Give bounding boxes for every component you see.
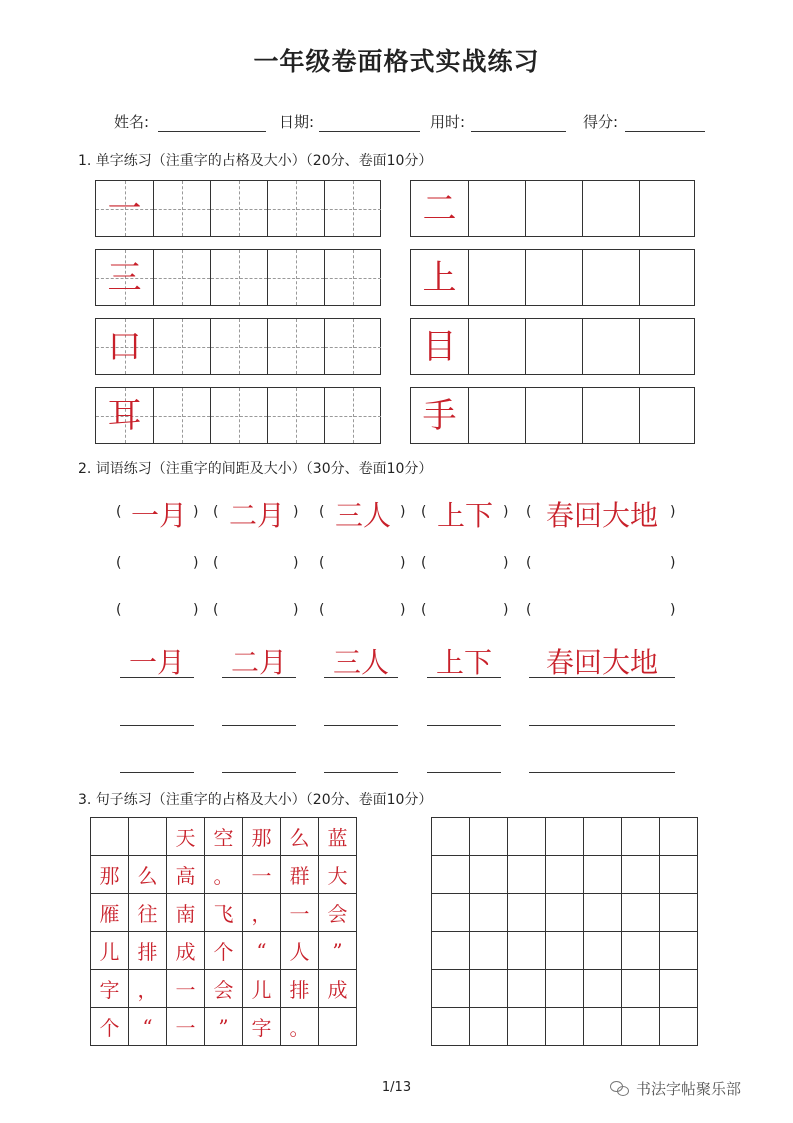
paren-open: ( bbox=[526, 602, 532, 618]
paren-close: ) bbox=[670, 504, 676, 520]
name-label: 姓名: bbox=[114, 113, 150, 131]
model-char: 上 bbox=[422, 257, 457, 298]
grid-cell bbox=[129, 818, 167, 856]
practice-row-7[interactable] bbox=[95, 387, 381, 444]
paren-close: ) bbox=[400, 602, 406, 618]
sentence-model-grid bbox=[90, 817, 357, 1046]
grid-cell[interactable] bbox=[546, 932, 584, 970]
grid-cell: 雁 bbox=[91, 894, 129, 932]
model-char: 二 bbox=[422, 188, 457, 229]
paren-open: ( bbox=[213, 555, 219, 571]
score-field[interactable] bbox=[625, 131, 705, 132]
word-model: 上下 bbox=[436, 499, 493, 532]
write-line[interactable] bbox=[427, 772, 501, 773]
paren-open: ( bbox=[421, 602, 427, 618]
grid-cell: 那 bbox=[243, 818, 281, 856]
grid-cell: 飞 bbox=[205, 894, 243, 932]
write-line[interactable] bbox=[120, 677, 194, 678]
grid-cell: 儿 bbox=[243, 970, 281, 1008]
grid-cell: 字 bbox=[91, 970, 129, 1008]
grid-cell: 一 bbox=[167, 1008, 205, 1046]
date-field[interactable] bbox=[319, 131, 420, 132]
grid-cell: 排 bbox=[129, 932, 167, 970]
wechat-icon bbox=[610, 1081, 630, 1097]
grid-cell: 。 bbox=[205, 856, 243, 894]
grid-cell: 成 bbox=[167, 932, 205, 970]
grid-cell: 儿 bbox=[91, 932, 129, 970]
paren-close: ) bbox=[670, 602, 676, 618]
grid-cell: 会 bbox=[205, 970, 243, 1008]
model-char: 一 bbox=[107, 188, 142, 229]
grid-cell: 字 bbox=[243, 1008, 281, 1046]
grid-cell[interactable] bbox=[660, 932, 698, 970]
paren-close: ) bbox=[670, 555, 676, 571]
paren-close: ) bbox=[293, 602, 299, 618]
paren-open: ( bbox=[319, 602, 325, 618]
grid-cell: “ bbox=[243, 932, 281, 970]
grid-cell: 会 bbox=[319, 894, 357, 932]
paren-close: ) bbox=[193, 602, 199, 618]
word-model: 二月 bbox=[228, 499, 285, 532]
model-char: 耳 bbox=[107, 395, 142, 436]
paren-open: ( bbox=[213, 504, 219, 520]
practice-row-8[interactable] bbox=[410, 387, 695, 444]
grid-cell[interactable] bbox=[470, 894, 508, 932]
grid-cell: 大 bbox=[319, 856, 357, 894]
grid-cell[interactable] bbox=[432, 818, 470, 856]
word-model: 春回大地 bbox=[545, 499, 658, 532]
grid-cell[interactable] bbox=[660, 818, 698, 856]
paren-open: ( bbox=[116, 602, 122, 618]
grid-cell: 高 bbox=[167, 856, 205, 894]
grid-cell[interactable] bbox=[584, 1008, 622, 1046]
paren-close: ) bbox=[193, 504, 199, 520]
grid-cell: 天 bbox=[167, 818, 205, 856]
grid-cell[interactable] bbox=[660, 1008, 698, 1046]
date-label: 日期: bbox=[279, 113, 315, 131]
watermark-text: 书法字帖聚乐部 bbox=[636, 1080, 742, 1098]
word-model: 二月 bbox=[230, 646, 287, 679]
paren-open: ( bbox=[526, 504, 532, 520]
write-line[interactable] bbox=[222, 677, 296, 678]
grid-cell[interactable] bbox=[584, 894, 622, 932]
grid-cell[interactable] bbox=[432, 932, 470, 970]
paren-open: ( bbox=[421, 555, 427, 571]
paren-close: ) bbox=[193, 555, 199, 571]
write-line[interactable] bbox=[222, 725, 296, 726]
name-field[interactable] bbox=[158, 131, 266, 132]
practice-row-2[interactable] bbox=[410, 180, 695, 237]
paren-open: ( bbox=[526, 555, 532, 571]
grid-cell[interactable] bbox=[660, 894, 698, 932]
section-3-title: 3. 句子练习（注重字的占格及大小）（20分、卷面10分） bbox=[78, 792, 433, 808]
grid-cell: 蓝 bbox=[319, 818, 357, 856]
grid-cell[interactable] bbox=[508, 818, 546, 856]
sentence-practice-grid[interactable] bbox=[431, 817, 698, 1046]
grid-cell[interactable] bbox=[622, 894, 660, 932]
grid-cell bbox=[91, 818, 129, 856]
grid-cell[interactable] bbox=[622, 970, 660, 1008]
time-field[interactable] bbox=[471, 131, 566, 132]
grid-cell: 群 bbox=[281, 856, 319, 894]
paren-open: ( bbox=[421, 504, 427, 520]
paren-close: ) bbox=[400, 504, 406, 520]
model-char: 口 bbox=[107, 326, 142, 367]
grid-cell[interactable] bbox=[546, 818, 584, 856]
word-model: 上下 bbox=[435, 646, 492, 679]
paren-close: ) bbox=[503, 555, 509, 571]
watermark bbox=[610, 1078, 741, 1099]
practice-row-6[interactable] bbox=[410, 318, 695, 375]
grid-cell[interactable] bbox=[584, 932, 622, 970]
grid-cell[interactable] bbox=[546, 894, 584, 932]
grid-cell[interactable] bbox=[660, 856, 698, 894]
paren-close: ) bbox=[400, 555, 406, 571]
grid-cell: ， bbox=[129, 970, 167, 1008]
grid-cell: 么 bbox=[129, 856, 167, 894]
paren-open: ( bbox=[319, 555, 325, 571]
grid-cell: 成 bbox=[319, 970, 357, 1008]
grid-cell: “ bbox=[129, 1008, 167, 1046]
grid-cell[interactable] bbox=[584, 856, 622, 894]
word-model: 三人 bbox=[334, 499, 391, 532]
practice-row-1[interactable] bbox=[95, 180, 381, 237]
paren-close: ) bbox=[293, 555, 299, 571]
grid-cell: 个 bbox=[91, 1008, 129, 1046]
grid-cell: 个 bbox=[205, 932, 243, 970]
grid-cell[interactable] bbox=[584, 970, 622, 1008]
paren-open: ( bbox=[116, 555, 122, 571]
write-line[interactable] bbox=[529, 725, 675, 726]
word-model: 春回大地 bbox=[545, 646, 658, 679]
grid-cell bbox=[319, 1008, 357, 1046]
write-line[interactable] bbox=[324, 725, 398, 726]
paren-close: ) bbox=[503, 504, 509, 520]
write-line[interactable] bbox=[324, 772, 398, 773]
grid-cell: 人 bbox=[281, 932, 319, 970]
grid-cell[interactable] bbox=[622, 932, 660, 970]
grid-cell: ” bbox=[205, 1008, 243, 1046]
paren-close: ) bbox=[503, 602, 509, 618]
grid-cell[interactable] bbox=[508, 932, 546, 970]
grid-cell[interactable] bbox=[470, 970, 508, 1008]
paren-open: ( bbox=[116, 504, 122, 520]
grid-cell[interactable] bbox=[432, 894, 470, 932]
model-char: 三 bbox=[107, 257, 142, 298]
grid-cell[interactable] bbox=[622, 856, 660, 894]
grid-cell: 。 bbox=[281, 1008, 319, 1046]
grid-cell: 南 bbox=[167, 894, 205, 932]
grid-cell: ” bbox=[319, 932, 357, 970]
section-1-title: 1. 单字练习（注重字的占格及大小）（20分、卷面10分） bbox=[78, 153, 433, 169]
write-line[interactable] bbox=[427, 677, 501, 678]
grid-cell[interactable] bbox=[432, 1008, 470, 1046]
grid-cell: 空 bbox=[205, 818, 243, 856]
grid-cell: 往 bbox=[129, 894, 167, 932]
write-line[interactable] bbox=[529, 677, 675, 678]
score-label: 得分: bbox=[583, 113, 619, 131]
grid-cell[interactable] bbox=[470, 932, 508, 970]
grid-cell[interactable] bbox=[470, 856, 508, 894]
word-model: 一月 bbox=[128, 646, 185, 679]
grid-cell[interactable] bbox=[432, 970, 470, 1008]
write-line[interactable] bbox=[324, 677, 398, 678]
grid-cell[interactable] bbox=[622, 818, 660, 856]
practice-row-5[interactable] bbox=[95, 318, 381, 375]
grid-cell: 一 bbox=[243, 856, 281, 894]
practice-row-3[interactable] bbox=[95, 249, 381, 306]
grid-cell[interactable] bbox=[470, 1008, 508, 1046]
grid-cell: 么 bbox=[281, 818, 319, 856]
grid-cell[interactable] bbox=[660, 970, 698, 1008]
paren-open: ( bbox=[213, 602, 219, 618]
grid-cell[interactable] bbox=[508, 1008, 546, 1046]
grid-cell[interactable] bbox=[546, 856, 584, 894]
paren-open: ( bbox=[319, 504, 325, 520]
grid-cell: 一 bbox=[281, 894, 319, 932]
grid-cell[interactable] bbox=[622, 1008, 660, 1046]
grid-cell[interactable] bbox=[470, 818, 508, 856]
model-char: 手 bbox=[422, 395, 457, 436]
write-line[interactable] bbox=[222, 772, 296, 773]
write-line[interactable] bbox=[427, 725, 501, 726]
practice-row-4[interactable] bbox=[410, 249, 695, 306]
grid-cell: 一 bbox=[167, 970, 205, 1008]
word-model: 三人 bbox=[332, 646, 389, 679]
grid-cell[interactable] bbox=[584, 818, 622, 856]
page-title: 一年级卷面格式实战练习 bbox=[253, 47, 540, 76]
write-line[interactable] bbox=[529, 772, 675, 773]
grid-cell[interactable] bbox=[546, 970, 584, 1008]
word-model: 一月 bbox=[130, 499, 187, 532]
grid-cell[interactable] bbox=[432, 856, 470, 894]
section-2-title: 2. 词语练习（注重字的间距及大小）（30分、卷面10分） bbox=[78, 461, 433, 477]
write-line[interactable] bbox=[120, 725, 194, 726]
grid-cell[interactable] bbox=[508, 856, 546, 894]
page-number: 1/13 bbox=[381, 1080, 412, 1095]
time-label: 用时: bbox=[430, 113, 466, 131]
grid-cell[interactable] bbox=[508, 970, 546, 1008]
grid-cell[interactable] bbox=[546, 1008, 584, 1046]
model-char: 目 bbox=[422, 326, 457, 367]
grid-cell[interactable] bbox=[508, 894, 546, 932]
grid-cell: 那 bbox=[91, 856, 129, 894]
paren-close: ) bbox=[293, 504, 299, 520]
write-line[interactable] bbox=[120, 772, 194, 773]
grid-cell: 排 bbox=[281, 970, 319, 1008]
grid-cell: ， bbox=[243, 894, 281, 932]
